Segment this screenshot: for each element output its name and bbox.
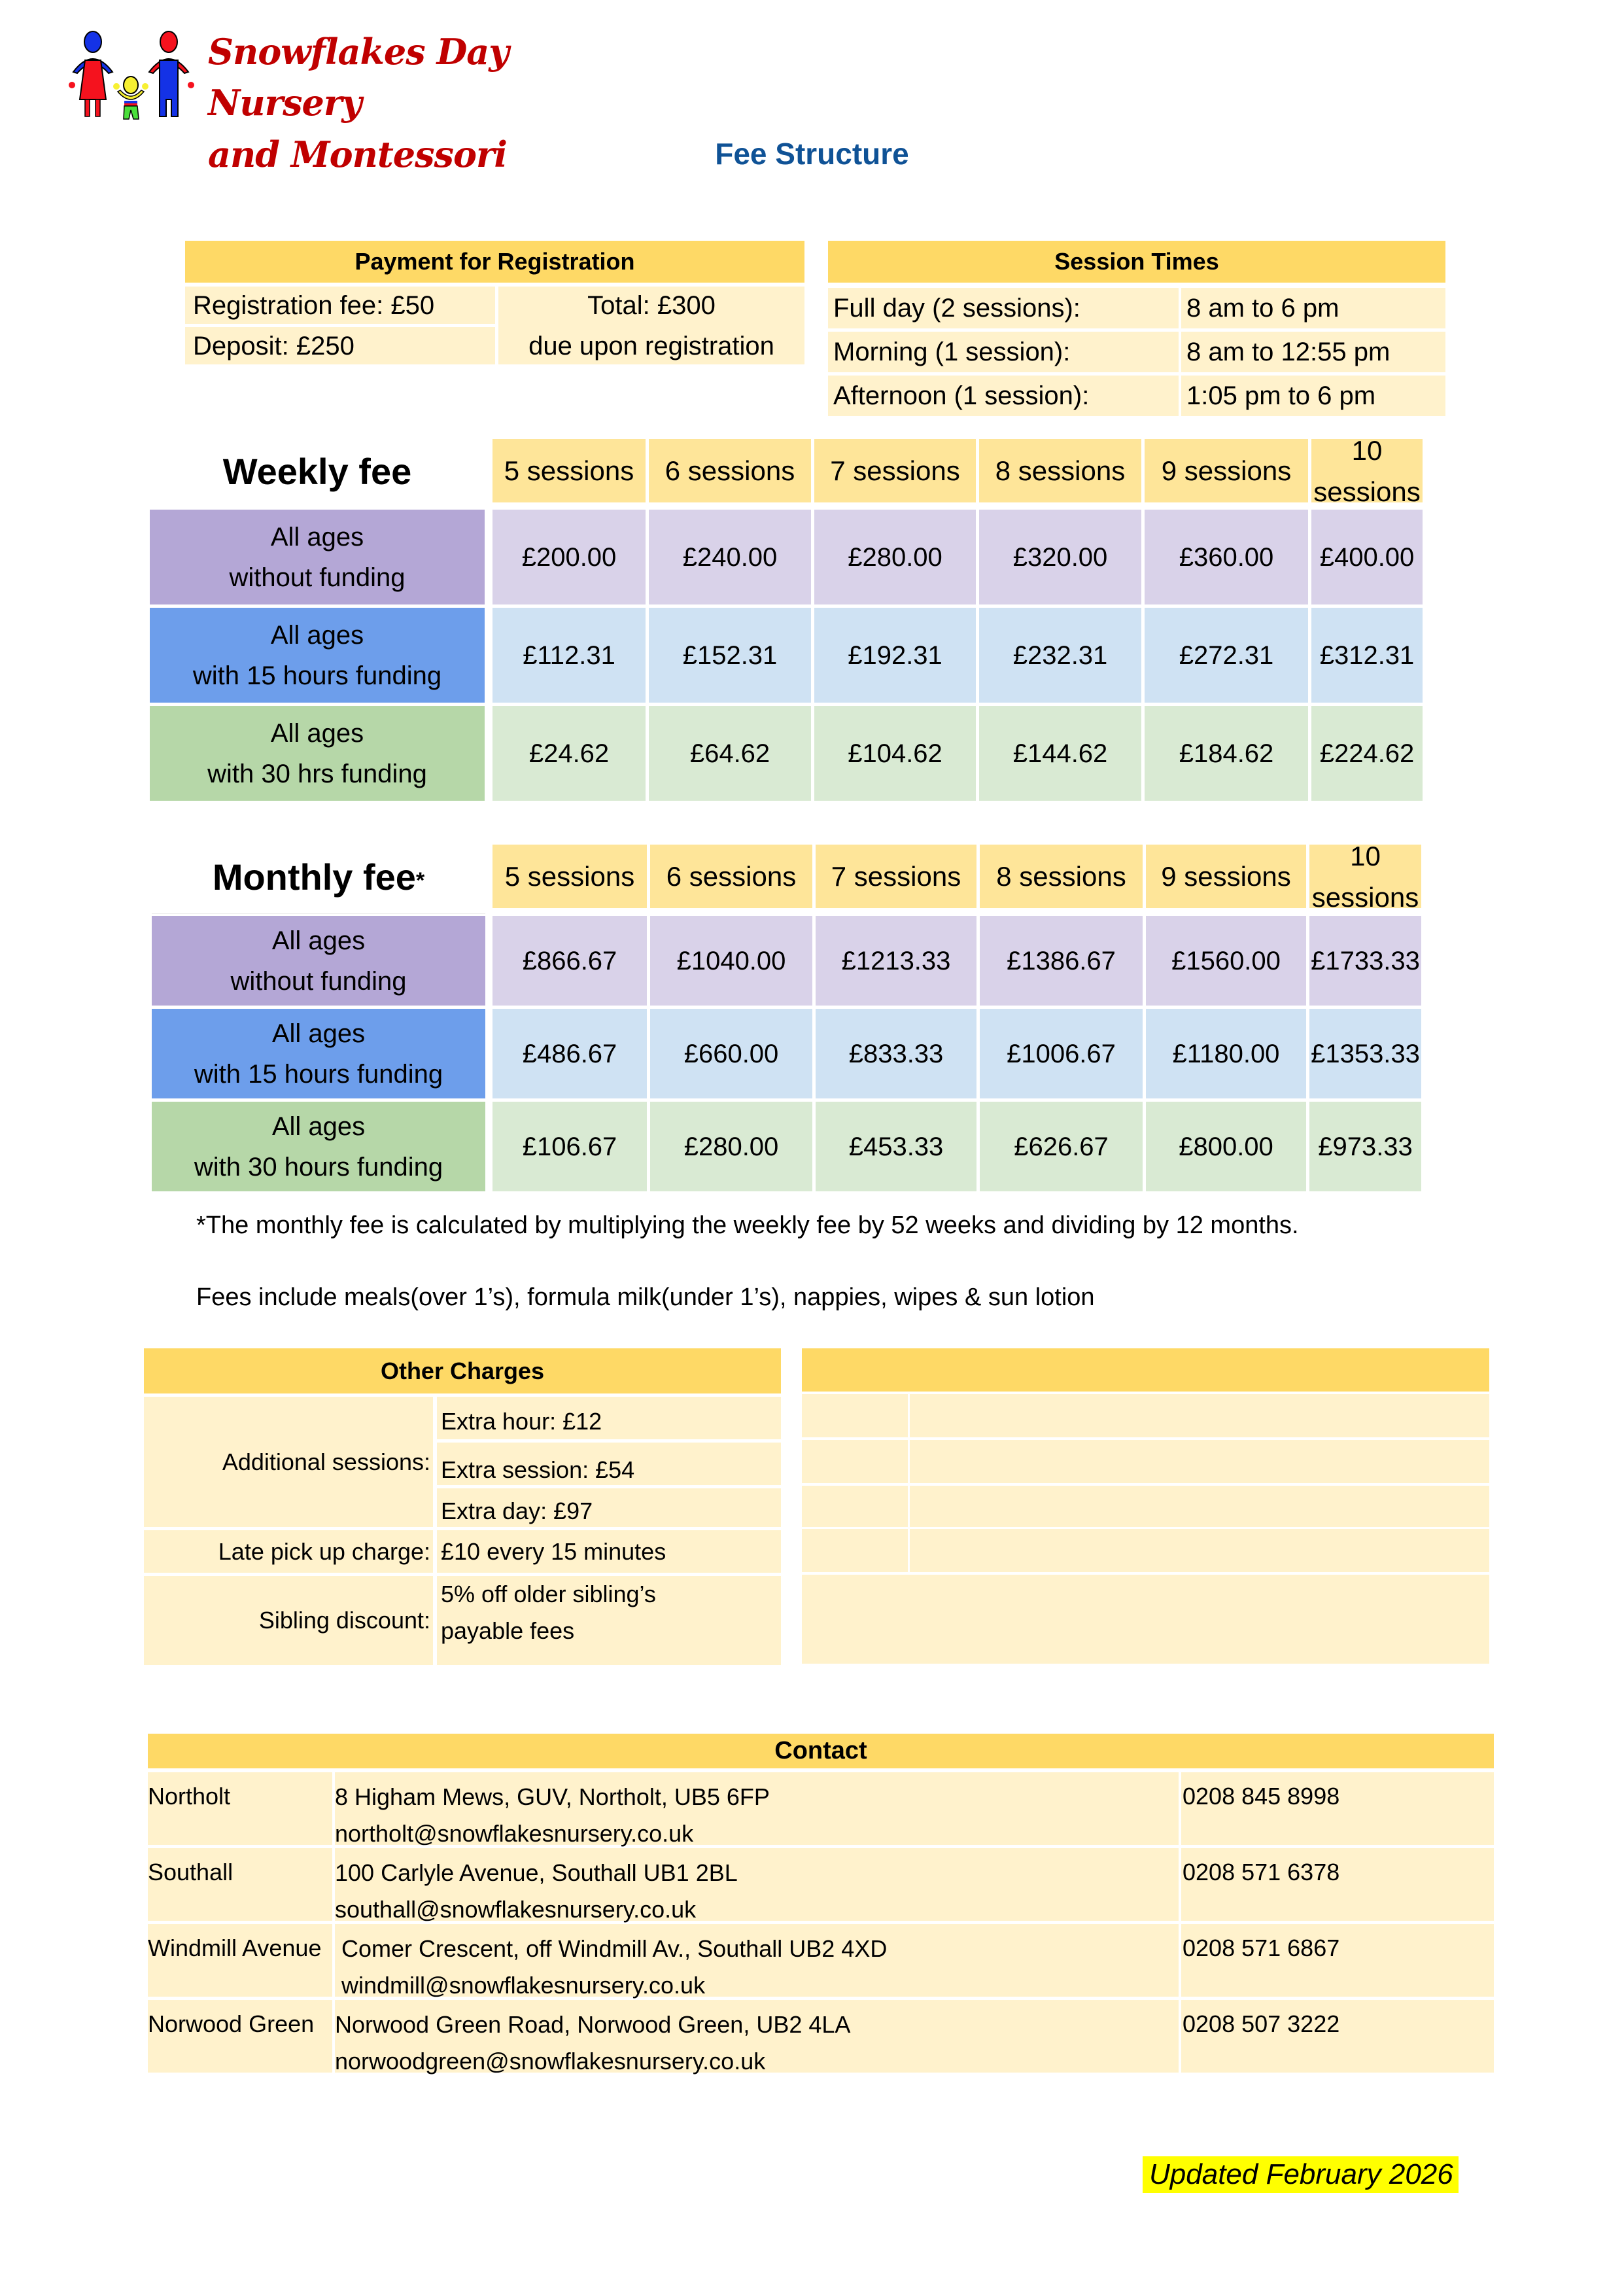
monthly-row-label-30h: All ages with 30 hours funding — [152, 1102, 485, 1191]
divider — [152, 913, 485, 914]
contact-email[interactable]: northolt@snowflakesnursery.co.uk — [335, 1819, 694, 1847]
weekly-fee-cell: £320.00 — [979, 510, 1141, 604]
monthly-fee-cell: £280.00 — [650, 1102, 812, 1191]
weekly-fee-cell: £240.00 — [649, 510, 811, 604]
monthly-fee-cell: £1733.33 — [1309, 916, 1421, 1006]
monthly-col-10: 10 sessions — [1309, 845, 1421, 908]
weekly-fee-cell: £192.31 — [814, 608, 976, 703]
monthly-col-9: 9 sessions — [1146, 845, 1306, 908]
session-label-afternoon: Afternoon (1 session): — [828, 376, 1179, 416]
monthly-fee-cell: £486.67 — [492, 1009, 647, 1098]
contact-email[interactable]: norwoodgreen@snowflakesnursery.co.uk — [335, 2047, 766, 2075]
extra-session: Extra session: £54 — [437, 1443, 781, 1485]
sibling-discount-label: Sibling discount: — [144, 1576, 433, 1665]
weekly-fee-cell: £184.62 — [1145, 706, 1308, 801]
monthly-fee-cell: £1353.33 — [1309, 1009, 1421, 1098]
monthly-col-7: 7 sessions — [816, 845, 976, 908]
weekly-col-10: 10 sessions — [1311, 439, 1423, 502]
page-title: Fee Structure — [715, 137, 909, 171]
contact-branch: Windmill Avenue — [148, 1924, 332, 1997]
weekly-fee-cell: £272.31 — [1145, 608, 1308, 703]
monthly-fee-cell: £1560.00 — [1146, 916, 1306, 1006]
session-time-full-day: 8 am to 6 pm — [1181, 288, 1445, 328]
weekly-fee-cell: £144.62 — [979, 706, 1141, 801]
blank-cell — [910, 1440, 1489, 1483]
monthly-fee-cell: £833.33 — [816, 1009, 976, 1098]
monthly-fee-cell: £453.33 — [816, 1102, 976, 1191]
extra-day: Extra day: £97 — [437, 1488, 781, 1527]
weekly-row-label-no-funding: All ages without funding — [150, 510, 485, 604]
weekly-fee-cell: £112.31 — [492, 608, 646, 703]
late-pickup-label: Late pick up charge: — [144, 1530, 433, 1573]
monthly-fee-title: Monthly fee * — [212, 856, 425, 898]
session-label-full-day: Full day (2 sessions): — [828, 288, 1179, 328]
monthly-fee-cell: £800.00 — [1146, 1102, 1306, 1191]
weekly-fee-cell: £280.00 — [814, 510, 976, 604]
weekly-fee-cell: £24.62 — [492, 706, 646, 801]
monthly-row-label-15h: All ages with 15 hours funding — [152, 1009, 485, 1098]
weekly-col-9: 9 sessions — [1145, 439, 1308, 502]
weekly-fee-cell: £152.31 — [649, 608, 811, 703]
blank-cell — [910, 1394, 1489, 1437]
contact-email[interactable]: windmill@snowflakesnursery.co.uk — [335, 1971, 706, 1999]
blank-cell — [802, 1529, 908, 1572]
monthly-fee-cell: £1213.33 — [816, 916, 976, 1006]
blank-cell — [802, 1486, 908, 1527]
contact-phone[interactable]: 0208 571 6867 — [1181, 1924, 1494, 1997]
total-note: due upon registration — [528, 331, 774, 360]
weekly-col-5: 5 sessions — [492, 439, 646, 502]
total-amount: Total: £300 — [587, 290, 716, 320]
sibling-discount-value: 5% off older sibling’s payable fees — [437, 1576, 781, 1665]
footnote-marker: * — [415, 868, 425, 893]
weekly-fee-cell: £224.62 — [1311, 706, 1423, 801]
contact-phone[interactable]: 0208 571 6378 — [1181, 1848, 1494, 1921]
weekly-fee-title: Weekly fee — [222, 451, 412, 492]
weekly-col-6: 6 sessions — [649, 439, 811, 502]
weekly-col-7: 7 sessions — [814, 439, 976, 502]
logo-line-2: and Montessori — [208, 133, 507, 175]
monthly-row-label-no-funding: All ages without funding — [152, 916, 485, 1006]
logo-line-1: Snowflakes Day Nursery — [208, 31, 509, 124]
monthly-fee-cell: £1006.67 — [980, 1009, 1143, 1098]
fees-include-note: Fees include meals(over 1’s), formula milk(under 1’s), nappies, wipes & sun lotion — [196, 1284, 1095, 1311]
weekly-fee-cell: £200.00 — [492, 510, 646, 604]
deposit: Deposit: £250 — [185, 327, 495, 364]
weekly-fee-cell: £312.31 — [1311, 608, 1423, 703]
blank-table-header — [802, 1348, 1489, 1392]
weekly-row-label-15h: All ages with 15 hours funding — [150, 608, 485, 703]
contact-email[interactable]: southall@snowflakesnursery.co.uk — [335, 1895, 697, 1923]
contact-branch: Southall — [148, 1848, 332, 1921]
registration-fee: Registration fee: £50 — [185, 287, 495, 324]
registration-total — [498, 287, 804, 364]
weekly-row-label-30h: All ages with 30 hrs funding — [150, 706, 485, 801]
session-label-morning: Morning (1 session): — [828, 332, 1179, 372]
other-charges-title: Other Charges — [144, 1348, 781, 1393]
monthly-col-6: 6 sessions — [650, 845, 812, 908]
contact-address: Norwood Green Road, Norwood Green, UB2 4LA norwoodgreen@snowflakesnursery.co.uk — [335, 2000, 1179, 2073]
monthly-fee-cell: £1180.00 — [1146, 1009, 1306, 1098]
logo — [65, 29, 196, 120]
monthly-fee-cell: £106.67 — [492, 1102, 647, 1191]
monthly-fee-cell: £973.33 — [1309, 1102, 1421, 1191]
monthly-col-5: 5 sessions — [492, 845, 647, 908]
contact-branch: Norwood Green — [148, 2000, 332, 2073]
session-time-afternoon: 1:05 pm to 6 pm — [1181, 376, 1445, 416]
blank-cell — [802, 1440, 908, 1483]
family-icon — [65, 29, 196, 120]
additional-sessions-label: Additional sessions: — [144, 1397, 433, 1527]
monthly-footnote: *The monthly fee is calculated by multiplying the weekly fee by 52 weeks and dividing by 12 months. — [196, 1212, 1299, 1239]
blank-cell-merged — [802, 1575, 1489, 1664]
late-pickup-value: £10 every 15 minutes — [437, 1530, 781, 1573]
monthly-col-8: 8 sessions — [980, 845, 1143, 908]
blank-cell — [802, 1394, 908, 1437]
registration-title: Payment for Registration — [185, 241, 804, 283]
contact-address: 8 Higham Mews, GUV, Northolt, UB5 6FP northolt@snowflakesnursery.co.uk — [335, 1772, 1179, 1845]
contact-phone[interactable]: 0208 845 8998 — [1181, 1772, 1494, 1845]
monthly-fee-cell: £626.67 — [980, 1102, 1143, 1191]
contact-phone[interactable]: 0208 507 3222 — [1181, 2000, 1494, 2073]
blank-cell — [910, 1529, 1489, 1572]
contact-title: Contact — [148, 1734, 1494, 1768]
weekly-col-8: 8 sessions — [979, 439, 1141, 502]
weekly-fee-cell: £400.00 — [1311, 510, 1423, 604]
monthly-fee-cell: £660.00 — [650, 1009, 812, 1098]
contact-address: 100 Carlyle Avenue, Southall UB1 2BL southall@snowflakesnursery.co.uk — [335, 1848, 1179, 1921]
updated-badge: Updated February 2026 — [1143, 2156, 1459, 2193]
weekly-fee-cell: £232.31 — [979, 608, 1141, 703]
session-times-title: Session Times — [828, 241, 1445, 283]
weekly-fee-cell: £360.00 — [1145, 510, 1308, 604]
monthly-fee-cell: £1386.67 — [980, 916, 1143, 1006]
session-time-morning: 8 am to 12:55 pm — [1181, 332, 1445, 372]
weekly-fee-cell: £104.62 — [814, 706, 976, 801]
blank-cell — [910, 1486, 1489, 1527]
contact-branch: Northolt — [148, 1772, 332, 1845]
contact-address: Comer Crescent, off Windmill Av., Southall UB2 4XD windmill@snowflakesnursery.co.uk — [335, 1924, 1179, 1997]
monthly-fee-cell: £1040.00 — [650, 916, 812, 1006]
monthly-fee-cell: £866.67 — [492, 916, 647, 1006]
weekly-fee-cell: £64.62 — [649, 706, 811, 801]
extra-hour: Extra hour: £12 — [437, 1397, 781, 1439]
